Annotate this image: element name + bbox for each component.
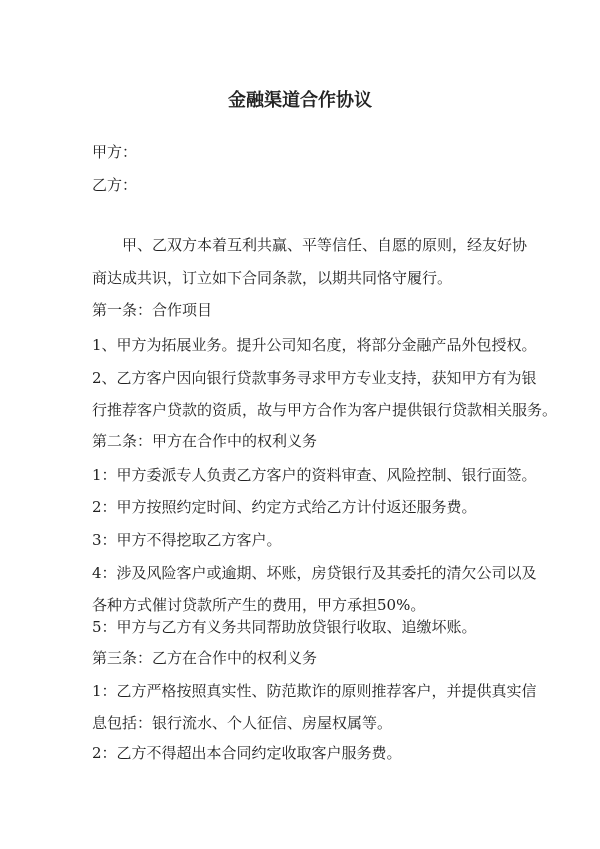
party-b-label: 乙方： bbox=[92, 176, 138, 194]
clause-line: 2、乙方客户因向银行贷款事务寻求甲方专业支持，获知甲方有为银 bbox=[92, 369, 537, 387]
clause-line: 1：甲方委派专人负责乙方客户的资料审查、风险控制、银行面签。 bbox=[92, 466, 537, 484]
clause-line: 行推荐客户贷款的资质，故与甲方合作为客户提供银行贷款相关服务。 bbox=[92, 401, 558, 419]
clause-line: 2：甲方按照约定时间、约定方式给乙方计付返还服务费。 bbox=[92, 498, 477, 516]
party-a-label: 甲方： bbox=[92, 143, 138, 161]
article-heading: 第三条：乙方在合作中的权利义务 bbox=[92, 649, 318, 667]
article-heading: 第一条：合作项目 bbox=[92, 301, 213, 319]
clause-line: 1：乙方严格按照真实性、防范欺诈的原则推荐客户，并提供真实信 bbox=[92, 682, 537, 700]
article-heading: 第二条：甲方在合作中的权利义务 bbox=[92, 432, 318, 450]
clause-line: 息包括：银行流水、个人征信、房屋权属等。 bbox=[92, 714, 393, 732]
clause-line: 2：乙方不得超出本合同约定收取客户服务费。 bbox=[92, 744, 402, 762]
preamble-line: 甲、乙双方本着互利共赢、平等信任、自愿的原则，经友好协 bbox=[122, 236, 528, 254]
preamble-line: 商达成共识，订立如下合同条款，以期共同恪守履行。 bbox=[92, 269, 453, 287]
document-title: 金融渠道合作协议 bbox=[228, 90, 372, 111]
clause-line: 4：涉及风险客户或逾期、坏账，房贷银行及其委托的清欠公司以及 bbox=[92, 564, 537, 582]
clause-line: 1、甲方为拓展业务。提升公司知名度，将部分金融产品外包授权。 bbox=[92, 336, 537, 354]
clause-line: 3：甲方不得挖取乙方客户。 bbox=[92, 531, 282, 549]
clause-line: 各种方式催讨贷款所产生的费用，甲方承担50%。 bbox=[92, 596, 426, 614]
clause-line: 5：甲方与乙方有义务共同帮助放贷银行收取、追缴坏账。 bbox=[92, 618, 477, 636]
